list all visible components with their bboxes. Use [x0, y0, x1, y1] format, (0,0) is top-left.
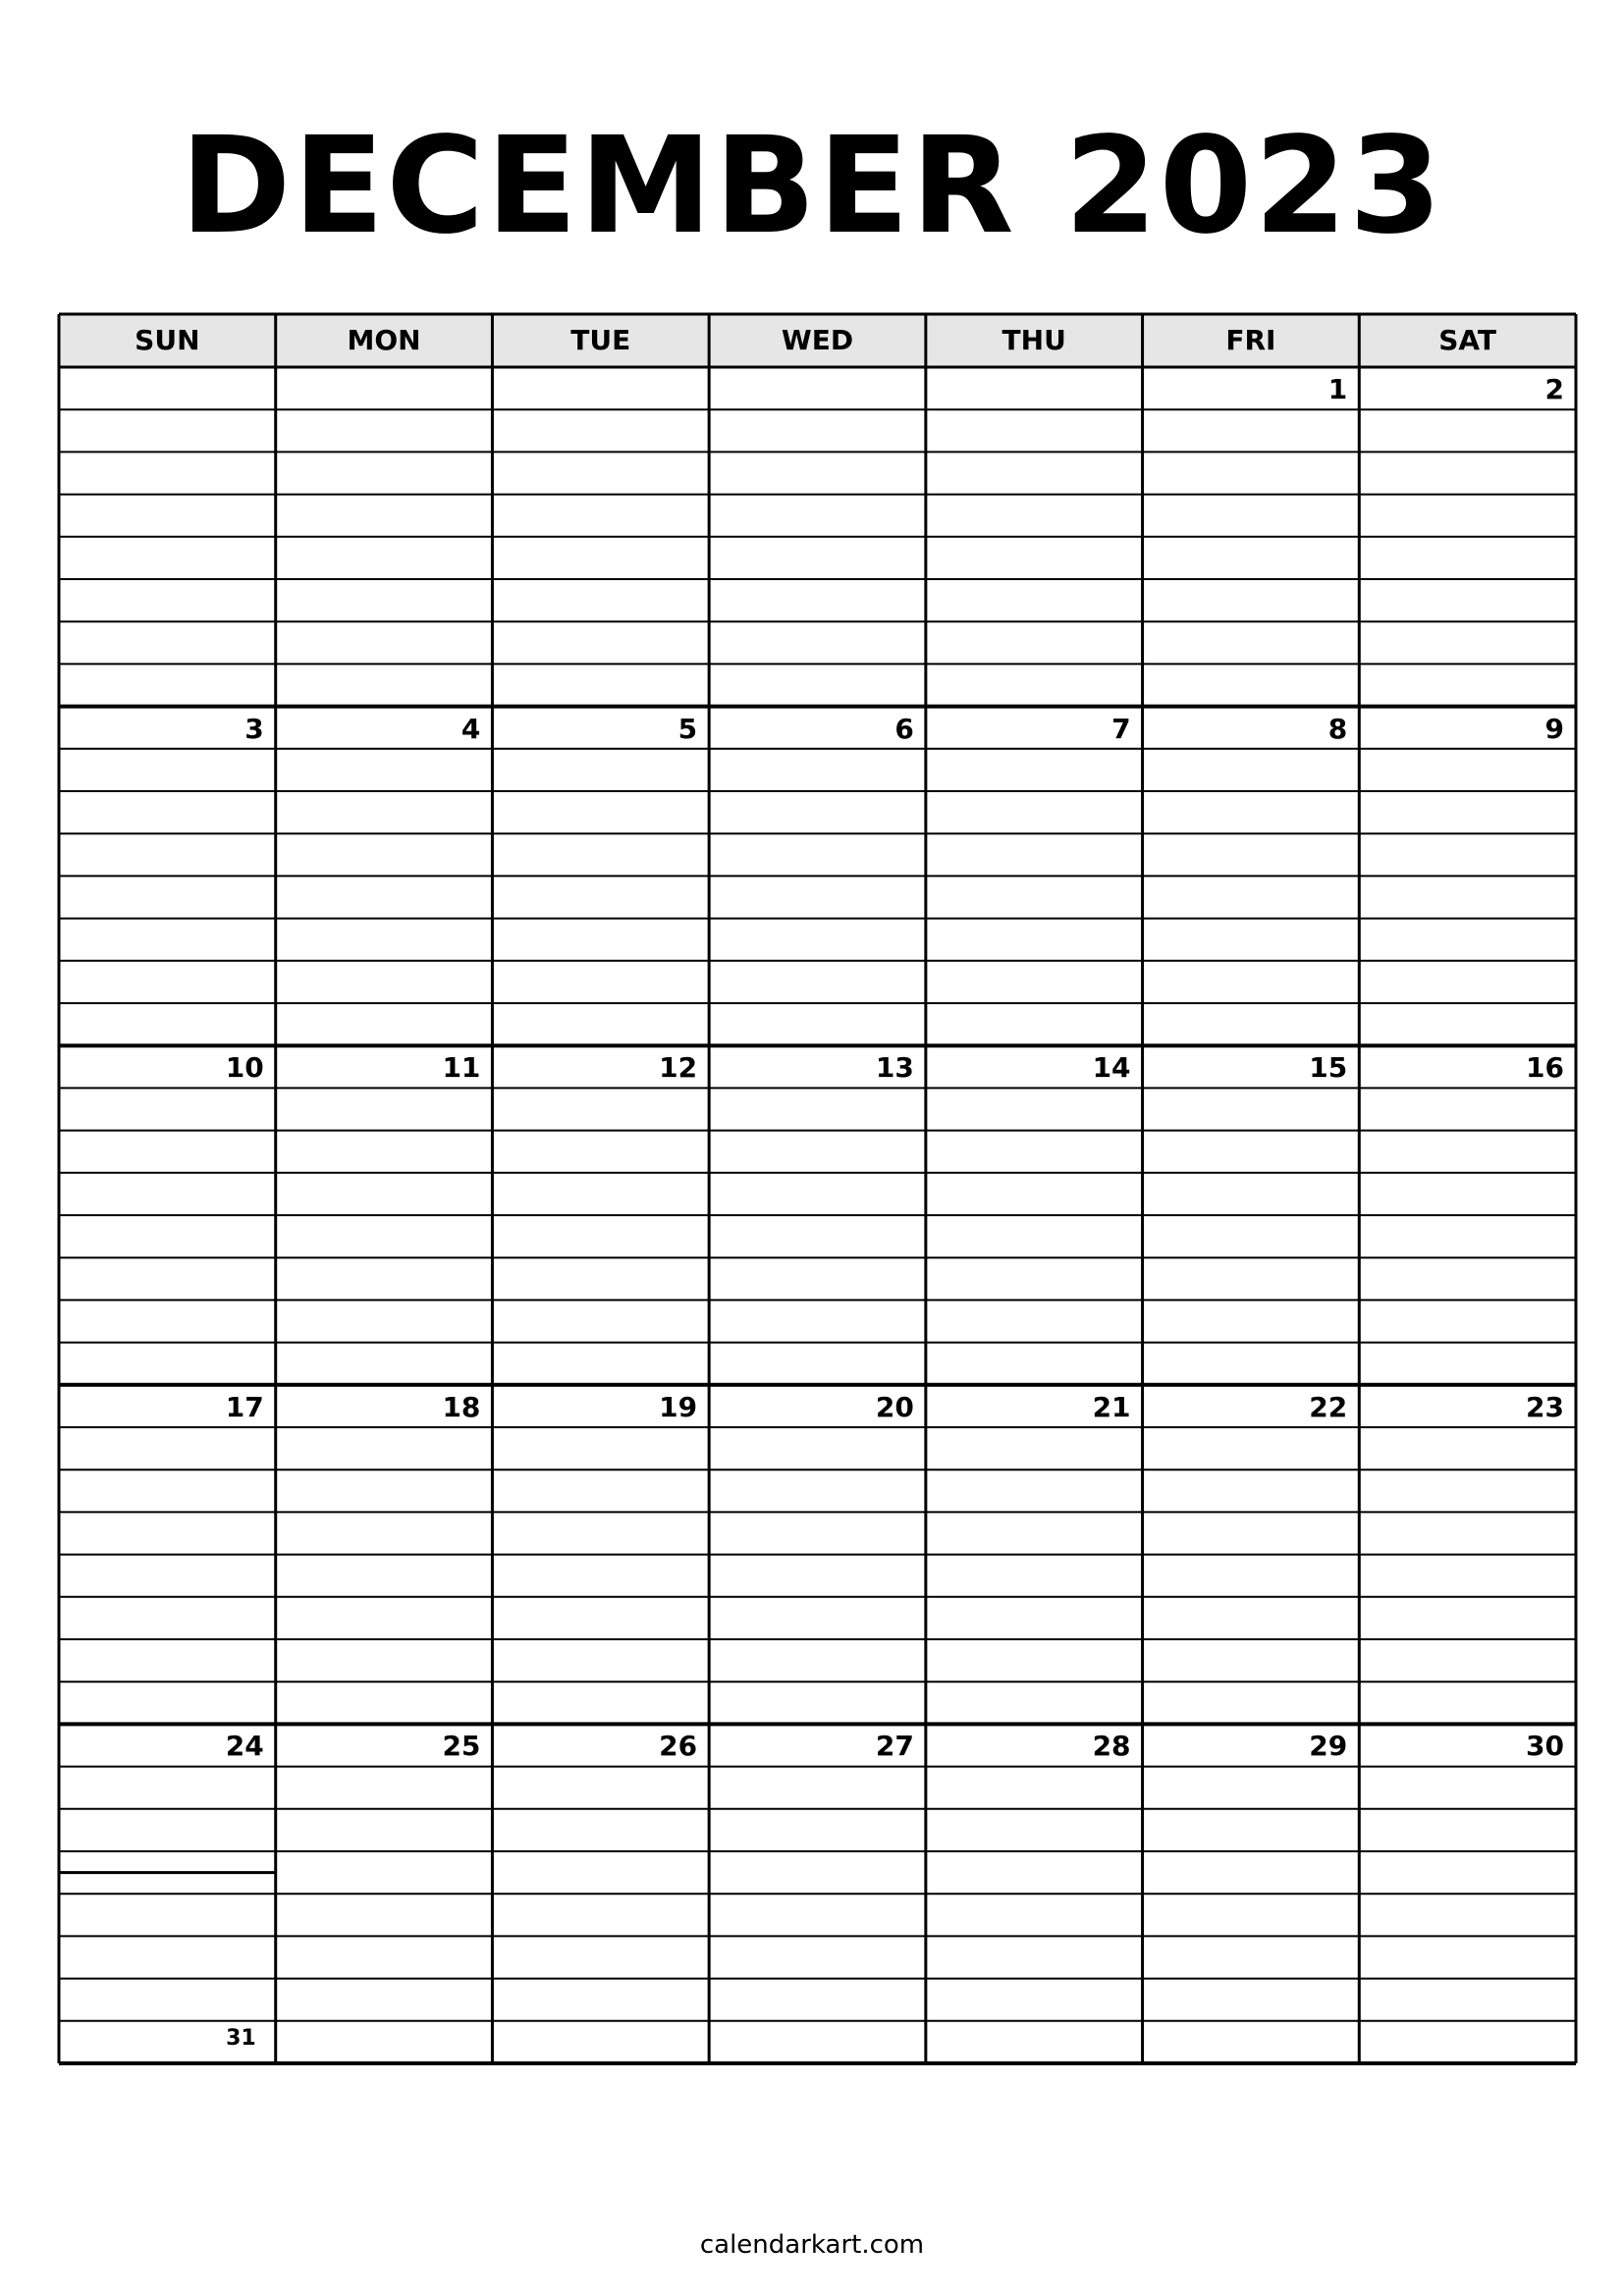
day-number: 15	[1309, 1051, 1348, 1085]
footer-website: calendarkart.com	[699, 2230, 925, 2260]
day-number: 4	[460, 712, 481, 745]
day-number: 6	[894, 712, 914, 745]
day-number: 11	[442, 1051, 481, 1085]
weekday-label-mon: MON	[347, 324, 421, 356]
day-number: 13	[875, 1051, 914, 1085]
weekday-label-thu: THU	[1001, 324, 1066, 356]
day-number: 1	[1327, 373, 1348, 405]
day-number: 26	[659, 1730, 698, 1763]
weekday-label-sat: SAT	[1438, 324, 1497, 356]
calendar-grid-lines	[59, 314, 1576, 2063]
day-number: 18	[442, 1390, 481, 1423]
day-number: 2	[1544, 373, 1564, 405]
weekday-label-fri: FRI	[1225, 324, 1276, 356]
page-title: DECEMBER 2023	[180, 109, 1444, 264]
day-number: 12	[659, 1051, 698, 1085]
day-number: 22	[1309, 1390, 1348, 1423]
day-number: 25	[442, 1730, 481, 1763]
day-number: 29	[1309, 1730, 1348, 1763]
day-number: 21	[1092, 1390, 1131, 1423]
weekday-label-tue: TUE	[570, 324, 631, 356]
day-number: 16	[1526, 1051, 1564, 1085]
weekday-label-sun: SUN	[135, 324, 200, 356]
day-number: 5	[677, 712, 698, 745]
day-number: 24	[225, 1730, 264, 1763]
day-number: 10	[225, 1051, 264, 1085]
day-number: 30	[1526, 1730, 1564, 1763]
day-number: 14	[1092, 1051, 1131, 1085]
day-number: 3	[244, 712, 264, 745]
calendar-grid	[59, 314, 1576, 2063]
day-number: 28	[1092, 1730, 1131, 1763]
day-number: 27	[875, 1730, 914, 1763]
overflow-day-number: 31	[226, 2025, 256, 2051]
day-number: 9	[1544, 712, 1564, 745]
day-number: 20	[875, 1390, 914, 1423]
day-number: 17	[225, 1390, 264, 1423]
day-number: 7	[1111, 712, 1131, 745]
weekday-label-wed: WED	[781, 324, 854, 356]
day-number: 19	[659, 1390, 698, 1423]
day-number: 8	[1327, 712, 1348, 745]
day-number: 23	[1526, 1390, 1564, 1423]
